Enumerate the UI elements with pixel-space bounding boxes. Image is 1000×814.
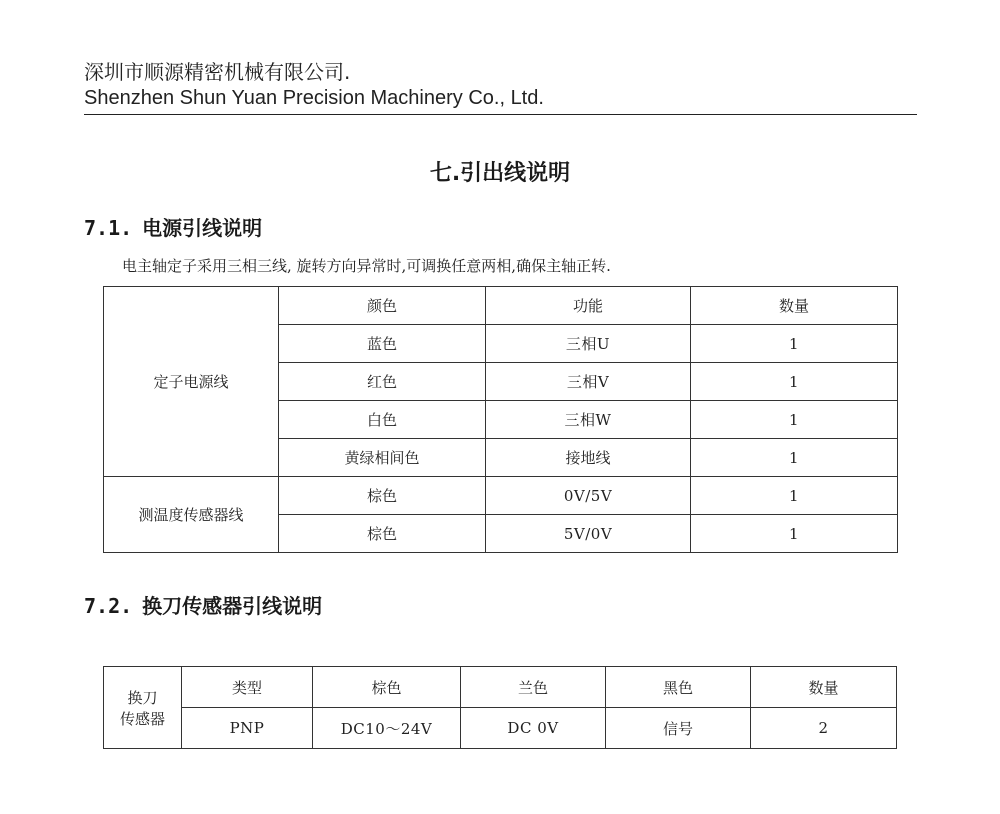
table-row (104, 287, 898, 325)
column-header: 黑色 (606, 667, 751, 708)
table-cell: 黄绿相间色 (279, 439, 486, 477)
table-cell: 红色 (279, 363, 486, 401)
label-line: 传感器 (119, 709, 165, 728)
column-header: 类型 (182, 667, 313, 708)
subsection-title: 换刀传感器引线说明 (142, 594, 323, 618)
table-cell: 三相V (486, 363, 691, 401)
table-cell: 1 (691, 401, 898, 439)
column-header: 功能 (486, 287, 691, 325)
header-divider (84, 114, 917, 115)
tool-change-sensor-label (104, 667, 182, 749)
label-line: 换刀 (127, 688, 158, 707)
table-cell: 信号 (606, 708, 751, 749)
table-cell: 0V/5V (486, 477, 691, 515)
table-cell: 棕色 (279, 515, 486, 553)
company-name-english: Shenzhen Shun Yuan Precision Machinery Co., Ltd. (84, 87, 544, 109)
company-name-chinese: 深圳市顺源精密机械有限公司. (84, 60, 351, 84)
subsection-heading-power (84, 212, 262, 241)
table-cell: 蓝色 (279, 325, 486, 363)
table-cell: 1 (691, 439, 898, 477)
table-cell: 三相W (486, 401, 691, 439)
table-cell: 三相U (486, 325, 691, 363)
power-lead-description: 电主轴定子采用三相三线, 旋转方向异常时,可调换任意两相,确保主轴正转. (122, 257, 611, 275)
table-cell: DC10～24V (313, 708, 461, 749)
column-header: 数量 (751, 667, 897, 708)
table-cell: 1 (691, 515, 898, 553)
table-row (104, 477, 898, 515)
section-title: 七.引出线说明 (429, 161, 571, 186)
group-label-stator: 定子电源线 (104, 287, 279, 477)
table-cell: 接地线 (486, 439, 691, 477)
table-cell: 1 (691, 477, 898, 515)
column-header: 数量 (691, 287, 898, 325)
group-label-temperature-sensor: 测温度传感器线 (104, 477, 279, 553)
table-cell: 白色 (279, 401, 486, 439)
table-row (104, 667, 897, 708)
subsection-number: 7.1. (84, 216, 133, 240)
table-cell: 2 (751, 708, 897, 749)
table-cell: 1 (691, 325, 898, 363)
column-header: 棕色 (313, 667, 461, 708)
table-cell: 棕色 (279, 477, 486, 515)
table-cell: 5V/0V (486, 515, 691, 553)
column-header: 颜色 (279, 287, 486, 325)
table-cell: PNP (182, 708, 313, 749)
column-header: 兰色 (461, 667, 606, 708)
subsection-number: 7.2. (84, 594, 133, 618)
power-lead-table (103, 286, 898, 553)
table-cell: 1 (691, 363, 898, 401)
tool-change-sensor-table (103, 666, 897, 749)
subsection-heading-tool-change-sensor (84, 590, 322, 619)
subsection-title: 电源引线说明 (142, 216, 263, 240)
table-row (104, 708, 897, 749)
table-cell: DC 0V (461, 708, 606, 749)
